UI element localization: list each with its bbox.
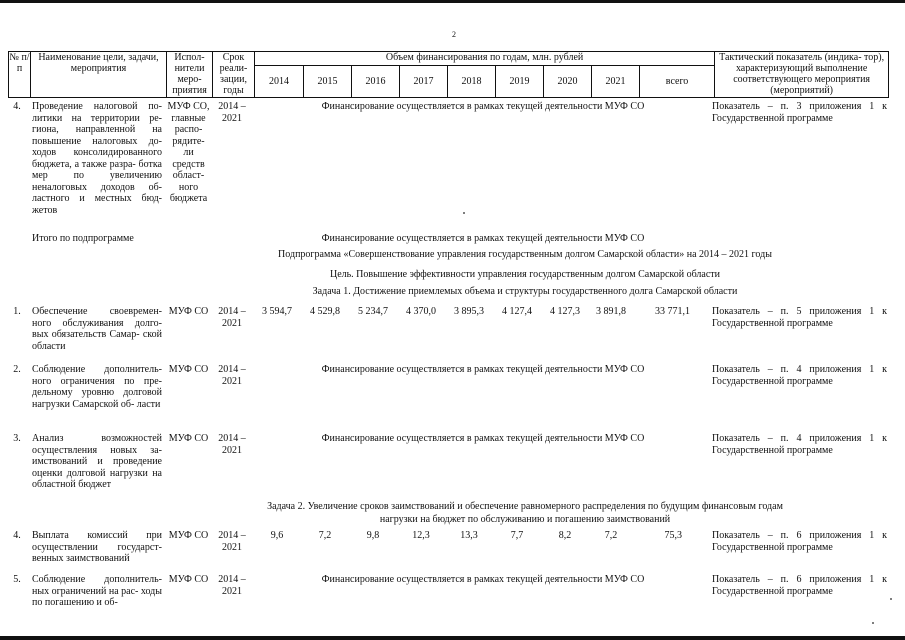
row-funding-note: Финансирование осуществляется в рамках текущей деятельности МУФ СО — [321, 433, 645, 444]
row-term: 2014 – 2021 — [218, 574, 246, 597]
total-cell: 33 771,1 — [655, 306, 690, 317]
goal-heading: Цель. Повышение эффективности управления государственным долгом Самарской области — [329, 269, 721, 280]
header-term: Срок реали- зации, годы — [213, 52, 255, 98]
header-year: 2017 — [400, 66, 448, 98]
row-indicator: Показатель – п. 4 приложения 1 к Государственной программе — [712, 364, 887, 387]
subtotal-funding-note: Финансирование осуществляется в рамках текущей деятельности МУФ СО — [321, 233, 645, 244]
row-term: 2014 – 2021 — [218, 530, 246, 553]
header-year: 2018 — [448, 66, 496, 98]
row-executor: МУФ СО, главные распо- рядите- ли средств област- ного бюджета — [167, 101, 210, 204]
row-name: Соблюдение дополнитель- ного ограничения по пре- дельному уровню долговой нагрузки Самарской об- ласти — [32, 364, 162, 410]
subtotal-label: Итого по подпрограмме — [32, 233, 134, 244]
row-executor: МУФ СО — [168, 530, 209, 541]
row-number: 3. — [13, 433, 21, 444]
row-term: 2014 – 2021 — [218, 433, 246, 456]
task-heading: Задача 1. Достижение приемлемых объема и структуры государственного долга Самарской области — [312, 286, 738, 297]
task-heading-continued: нагрузки на бюджет по обслуживанию и погашению заимствований — [379, 514, 671, 525]
header-year: 2014 — [255, 66, 304, 98]
value-cell: 9,6 — [270, 530, 284, 541]
value-cell: 3 895,3 — [454, 306, 484, 317]
row-term: 2014 – 2021 — [218, 364, 246, 387]
row-funding-note: Финансирование осуществляется в рамках текущей деятельности МУФ СО — [321, 574, 645, 585]
value-cell: 13,3 — [460, 530, 478, 541]
value-cell: 4 127,3 — [550, 306, 580, 317]
row-number: 4. — [13, 101, 21, 112]
value-cell: 9,8 — [366, 530, 380, 541]
value-cell: 8,2 — [558, 530, 572, 541]
value-cell: 3 891,8 — [596, 306, 626, 317]
row-indicator: Показатель – п. 6 приложения 1 к Государственной программе — [712, 574, 887, 597]
task-heading: Задача 2. Увеличение сроков заимствований и обеспечение равномерного распределения по будущим финансовым годам — [267, 501, 783, 512]
row-executor: МУФ СО — [168, 364, 209, 375]
row-name: Соблюдение дополнитель- ных ограничений на рас- ходы по погашению и об- — [32, 574, 162, 608]
row-name: Проведение налоговой по- литики на территории ре- гиона, направленной на повышение налоговых до- ходов консолидированного бюджета, а также разра- ботка мер по увеличению неналоговых доходов об- ластного и местных бюд- жетов — [32, 101, 162, 216]
header-num: № п/п — [9, 52, 31, 98]
header-total: всего — [640, 66, 715, 98]
header-year: 2015 — [304, 66, 352, 98]
header-indicator: Тактический показатель (индика- тор), характеризующий выполнение соответствующего мероприятия (мероприятий) — [715, 52, 889, 98]
row-executor: МУФ СО — [168, 574, 209, 585]
subprogram-title: Подпрограмма «Совершенствование управления государственным долгом Самарской области» на 2014 – 2021 годы — [278, 249, 772, 260]
row-funding-note: Финансирование осуществляется в рамках текущей деятельности МУФ СО — [321, 364, 645, 375]
row-number: 5. — [13, 574, 21, 585]
header-year: 2019 — [496, 66, 544, 98]
row-term: 2014 – 2021 — [218, 306, 246, 329]
row-funding-note: Финансирование осуществляется в рамках текущей деятельности МУФ СО — [321, 101, 645, 112]
row-number: 4. — [13, 530, 21, 541]
top-scan-edge — [0, 0, 905, 3]
header-name: Наименование цели, задачи, мероприятия — [31, 52, 167, 98]
value-cell: 3 594,7 — [262, 306, 292, 317]
page-number: 2 — [452, 30, 456, 39]
value-cell: 7,2 — [318, 530, 332, 541]
value-cell: 5 234,7 — [358, 306, 388, 317]
value-cell: 7,2 — [604, 530, 618, 541]
row-executor: МУФ СО — [168, 433, 209, 444]
scan-speck — [872, 622, 874, 624]
value-cell: 4 529,8 — [310, 306, 340, 317]
row-number: 2. — [13, 364, 21, 375]
row-indicator: Показатель – п. 5 приложения 1 к Государственной программе — [712, 306, 887, 329]
row-name: Выплата комиссий при осуществлении государст- венных заимствований — [32, 530, 162, 564]
table-header — [8, 51, 889, 98]
row-executor: МУФ СО — [168, 306, 209, 317]
header-year: 2016 — [352, 66, 400, 98]
row-indicator: Показатель – п. 6 приложения 1 к Государственной программе — [712, 530, 887, 553]
row-number: 1. — [13, 306, 21, 317]
header-year: 2020 — [544, 66, 592, 98]
row-indicator: Показатель – п. 4 приложения 1 к Государственной программе — [712, 433, 887, 456]
row-indicator: Показатель – п. 3 приложения 1 к Государственной программе — [712, 101, 887, 124]
row-term: 2014 – 2021 — [218, 101, 246, 124]
row-name: Обеспечение своевремен- ного обслуживания долго- вых обязательств Самар- ской области — [32, 306, 162, 352]
header-executors: Испол- нители меро- приятия — [167, 52, 213, 98]
value-cell: 4 127,4 — [502, 306, 532, 317]
value-cell: 12,3 — [412, 530, 430, 541]
value-cell: 7,7 — [510, 530, 524, 541]
scan-speck — [463, 212, 465, 214]
row-name: Анализ возможностей осуществления новых за- имствований и проведение оценки долговой нагрузки на областной бюджет — [32, 433, 162, 490]
bottom-scan-edge — [0, 636, 905, 640]
scan-speck — [890, 598, 892, 600]
header-funding: Объем финансирования по годам, млн. рублей — [255, 52, 715, 66]
header-year: 2021 — [592, 66, 640, 98]
value-cell: 4 370,0 — [406, 306, 436, 317]
total-cell: 75,3 — [664, 530, 682, 541]
